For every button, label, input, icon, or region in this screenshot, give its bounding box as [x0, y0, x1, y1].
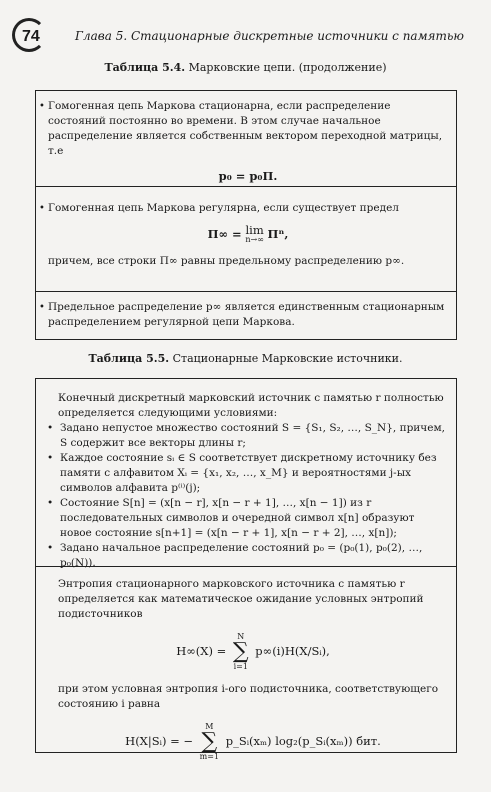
row-2-text: Гомогенная цепь Маркова регулярна, если существует предел [48, 202, 399, 214]
bullet-icon: • [47, 497, 54, 509]
sum-lower: i=1 [233, 662, 248, 671]
table-5-4-row-3 [36, 292, 456, 336]
sum-symbol [200, 722, 219, 762]
bullet-icon: • [39, 302, 45, 313]
row-2-formula-left: Π∞ = [207, 227, 242, 241]
conditional-formula-left: H(X|Sᵢ) = − [125, 734, 194, 748]
table-5-4-row-2 [36, 187, 456, 292]
list-item [47, 421, 448, 451]
sigma-icon: ∑ [232, 639, 249, 664]
list-item-text: Состояние S[n] = (x[n − r], x[n − r + 1], …, x[n − 1]) из r последовательных символов и очередной символ x[n] образуют новое состояние s[n+1] = (x[n − r + 1], x[n − r + 2], …, x[n]); [60, 497, 415, 539]
bullet-icon: • [47, 452, 54, 464]
sum-upper: N [237, 632, 245, 641]
row-2-formula-lim [245, 223, 264, 244]
table-5-4-caption-text: Марковские цепи. (продолжение) [188, 61, 387, 74]
entropy-formula [58, 632, 448, 672]
section-1-intro: Конечный дискретный марковский источник с памятью r полностью определяется следующими условиями: [58, 392, 444, 419]
section-2-middle: при этом условная энтропия i-ого подисточника, соответствующего состоянию i равна [58, 683, 439, 710]
bullet-icon: • [47, 422, 54, 434]
sum-lower: m=1 [199, 752, 220, 761]
table-5-5-section-2 [36, 567, 456, 778]
bullet-icon: • [39, 101, 45, 112]
table-5-4 [35, 90, 457, 340]
sum-upper: M [205, 722, 214, 731]
sigma-icon: ∑ [201, 729, 218, 754]
row-2-text-after: причем, все строки Π∞ равны предельному распределению p∞. [48, 255, 405, 267]
bullet-icon: • [47, 542, 54, 554]
table-5-4-row-1 [36, 91, 456, 187]
table-5-5-section-1 [36, 379, 456, 567]
bullet-icon: • [39, 203, 45, 214]
row-2-formula [48, 223, 448, 244]
conditional-entropy-formula [58, 722, 448, 762]
row-1-formula: p₀ = p₀Π. [218, 169, 278, 183]
table-5-5-caption-text: Стационарные Марковские источники. [172, 352, 403, 365]
table-5-5-caption [0, 352, 491, 365]
row-2-formula-right: Πⁿ, [267, 227, 289, 241]
list-item-text: Каждое состояние sᵢ ∈ S соответствует дискретному источнику без памяти с алфавитом Xᵢ = {x₁, x₂, …, x_M} и вероятностями j-ых символов алфавита p⁽ⁱ⁾(j); [60, 452, 437, 494]
table-5-4-caption [0, 61, 491, 74]
page-number-text: 74 [22, 28, 40, 45]
row-3-text: Предельное распределение p∞ является единственным стационарным распределением регулярной цепи Маркова. [48, 301, 445, 328]
list-item-text: Задано начальное распределение состояний p₀ = (p₀(1), p₀(2), …, p₀(N)). [60, 542, 423, 569]
table-5-5-caption-label: Таблица 5.5. [88, 352, 170, 365]
section-2-intro: Энтропия стационарного марковского источника с памятью r определяется как математическое ожидание условных энтропий подисточников [58, 578, 424, 620]
conditional-formula-right: p_Sᵢ(xₘ) log₂(p_Sᵢ(xₘ)) бит. [225, 734, 381, 748]
list-item [47, 451, 448, 496]
table-5-4-caption-label: Таблица 5.4. [104, 61, 186, 74]
running-title: Глава 5. Стационарные дискретные источники с памятью [75, 29, 464, 43]
list-item-text: Задано непустое множество состояний S = {S₁, S₂, …, S_N}, причем, S содержит все векторы длины r; [60, 422, 445, 449]
page-number [12, 18, 50, 56]
sum-symbol [233, 632, 249, 672]
row-1-text: Гомогенная цепь Маркова стационарна, если распределение состояний постоянно во времени. В этом случае начальное распределение является собственным вектором переходной матрицы, т.е [48, 100, 443, 157]
entropy-formula-left: H∞(X) = [176, 644, 227, 658]
table-5-5 [35, 378, 457, 761]
entropy-formula-right: p∞(i)H(X/Sᵢ), [255, 644, 330, 658]
list-item [47, 496, 448, 541]
lim-word: lim [245, 223, 264, 237]
lim-subscript: n→∞ [245, 235, 264, 244]
